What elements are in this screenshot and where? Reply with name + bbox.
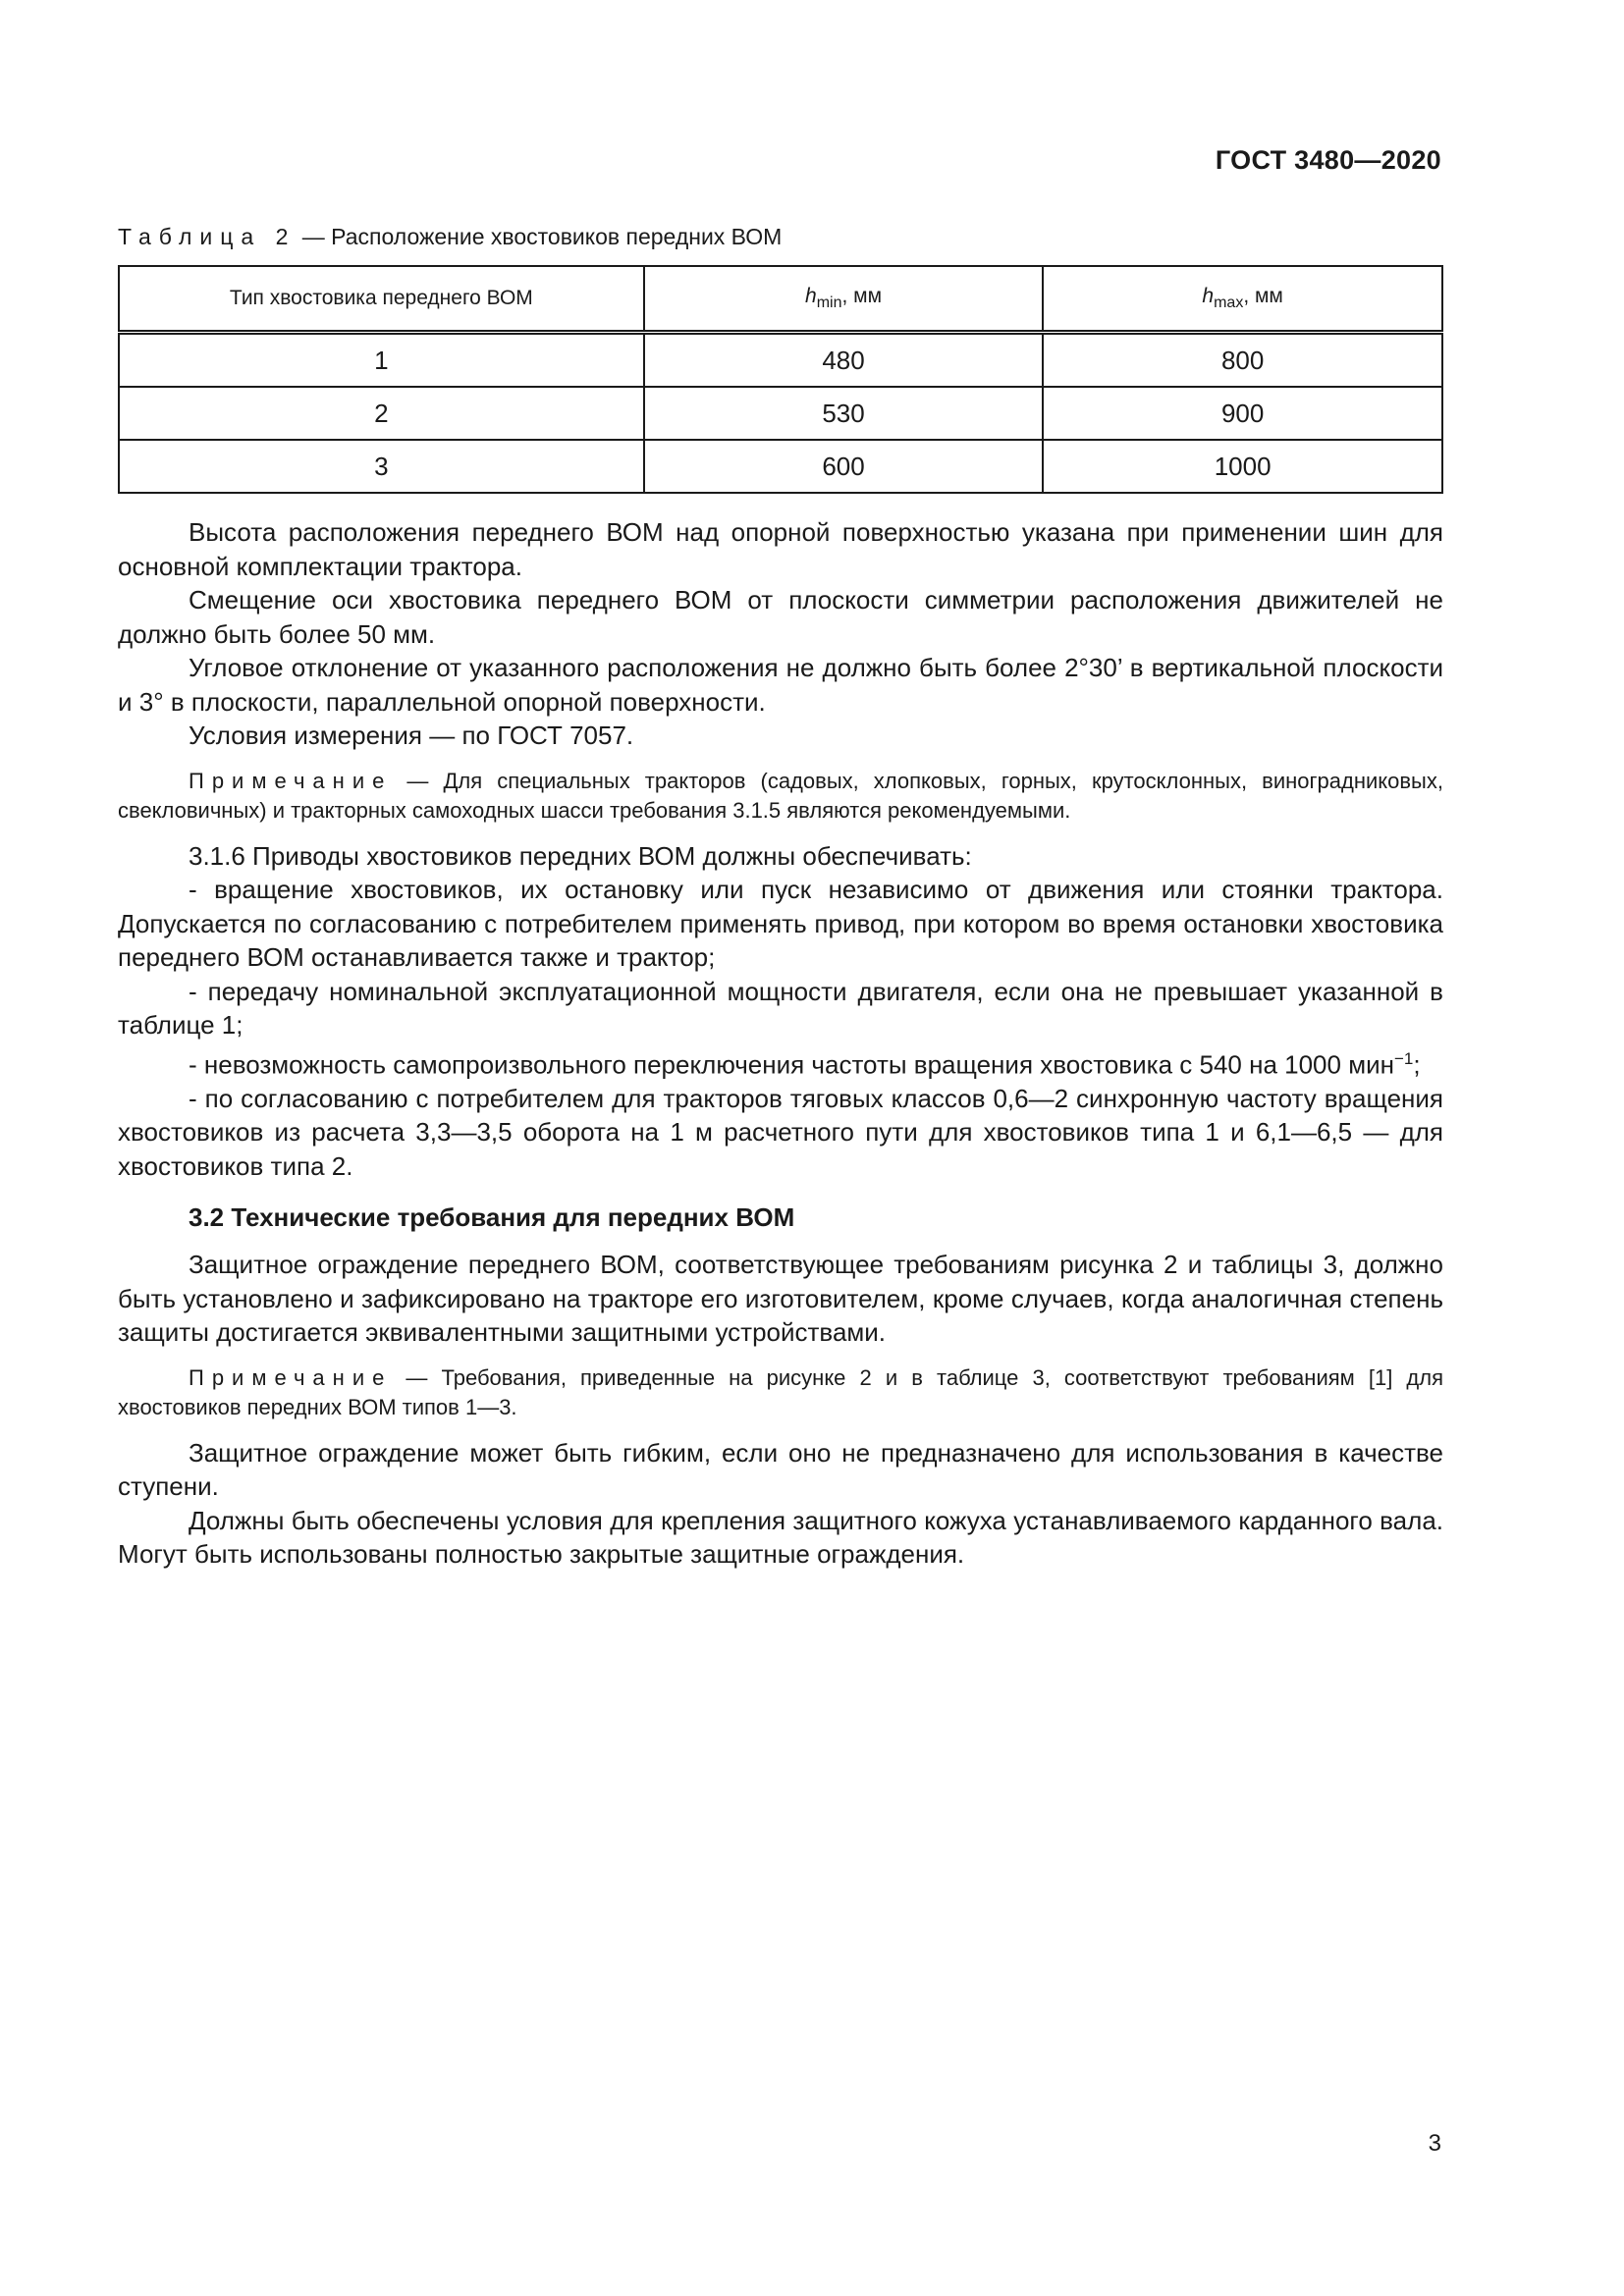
list-item: - невозможность самопроизвольного переключения частоты вращения хвостовика с 540 на 1000 мин$^{-1}$; <box>189 1048 1421 1080</box>
paragraph-flexible-guard: Защитное ограждение может быть гибким, если оно не предназначено для использования в качестве ступени. <box>118 1437 1443 1502</box>
cell-hmax: 1000 <box>1043 440 1442 493</box>
cell-type: 2 <box>119 387 644 440</box>
section-title-3-2: 3.2 Технические требования для передних ВОМ <box>189 1202 795 1233</box>
cell-type: 1 <box>119 333 644 388</box>
pto-position-table <box>118 265 1443 494</box>
cell-hmax: 800 <box>1043 333 1442 388</box>
table-caption-text: — Расположение хвостовиков передних ВОМ <box>296 224 783 249</box>
paragraph-offset: Смещение оси хвостовика переднего ВОМ от плоскости симметрии расположения движителей не должно быть более 50 мм. <box>118 585 1443 649</box>
paragraph-cardan-shaft: Должны быть обеспечены условия для крепления защитного кожуха устанавливаемого карданного вала. Могут быть использованы полностью закрытые защитные ограждения. <box>118 1505 1443 1570</box>
paragraph-guard: Защитное ограждение переднего ВОМ, соответствующее требованиям рисунка 2 и таблицы 3, должно быть установлено и зафиксировано на тракторе его изготовителем, кроме случаев, когда аналогичная степень защиты достигается эквивалентными защитными устройствами. <box>118 1250 1443 1348</box>
page-number: 3 <box>1428 2130 1441 2157</box>
list-item: - по согласованию с потребителем для тракторов тяговых классов 0,6—2 синхронную частоту вращения хвостовиков из расчета 3,3—3,5 оборота на 1 м расчетного пути для хвостовиков типа 1 и 6,1—6,5 — для хвостовиков типа 2. <box>118 1083 1443 1181</box>
column-header-hmax: $h_{max}$, мм <box>1043 266 1442 333</box>
cell-hmin: 530 <box>644 387 1044 440</box>
paragraph-angle: Угловое отклонение от указанного расположения не должно быть более 2°30’ в вертикальной плоскости и 3° в плоскости, параллельной опорной поверхности. <box>118 653 1443 717</box>
table-caption <box>118 222 1443 251</box>
document-code: ГОСТ 3480—2020 <box>1215 145 1441 175</box>
paragraph-height: Высота расположения переднего ВОМ над опорной поверхностью указана при применении шин для основной комплектации трактора. <box>118 517 1443 581</box>
list-item: - вращение хвостовиков, их остановку или пуск независимо от движения или стоянки трактора. Допускается по согласованию с потребителем применять привод, при котором во время остановки хвостовика переднего ВОМ останавливается также и трактор; <box>118 875 1443 972</box>
note-figure-2: Примечание — Требования, приведенные на рисунке 2 и в таблице 3, соответствуют требованиям [1] для хвостовиков передних ВОМ типов 1—3. <box>118 1364 1443 1419</box>
column-header-type: Тип хвостовика переднего ВОМ <box>119 266 644 333</box>
page-content <box>118 222 1443 1572</box>
table-row <box>119 387 1442 440</box>
paragraph-3-1-6: 3.1.6 Приводы хвостовиков передних ВОМ должны обеспечивать: <box>189 840 972 871</box>
table-caption-label: Таблица 2 <box>118 224 297 249</box>
list-item: - передачу номинальной эксплуатационной мощности двигателя, если она не превышает указанной в таблице 1; <box>118 976 1443 1040</box>
table-row <box>119 333 1442 388</box>
table-row <box>119 440 1442 493</box>
note-special-tractors: Примечание — Для специальных тракторов (садовых, хлопковых, горных, крутосклонных, виноградниковых, свекловичных) и тракторных самоходных шасси требования 3.1.5 являются рекомендуемыми. <box>118 768 1443 823</box>
column-header-hmin: $h_{min}$, мм <box>644 266 1044 333</box>
cell-hmax: 900 <box>1043 387 1442 440</box>
paragraph-measurement: Условия измерения — по ГОСТ 7057. <box>189 721 634 750</box>
table-header-row <box>119 266 1442 333</box>
cell-hmin: 600 <box>644 440 1044 493</box>
cell-type: 3 <box>119 440 644 493</box>
cell-hmin: 480 <box>644 333 1044 388</box>
